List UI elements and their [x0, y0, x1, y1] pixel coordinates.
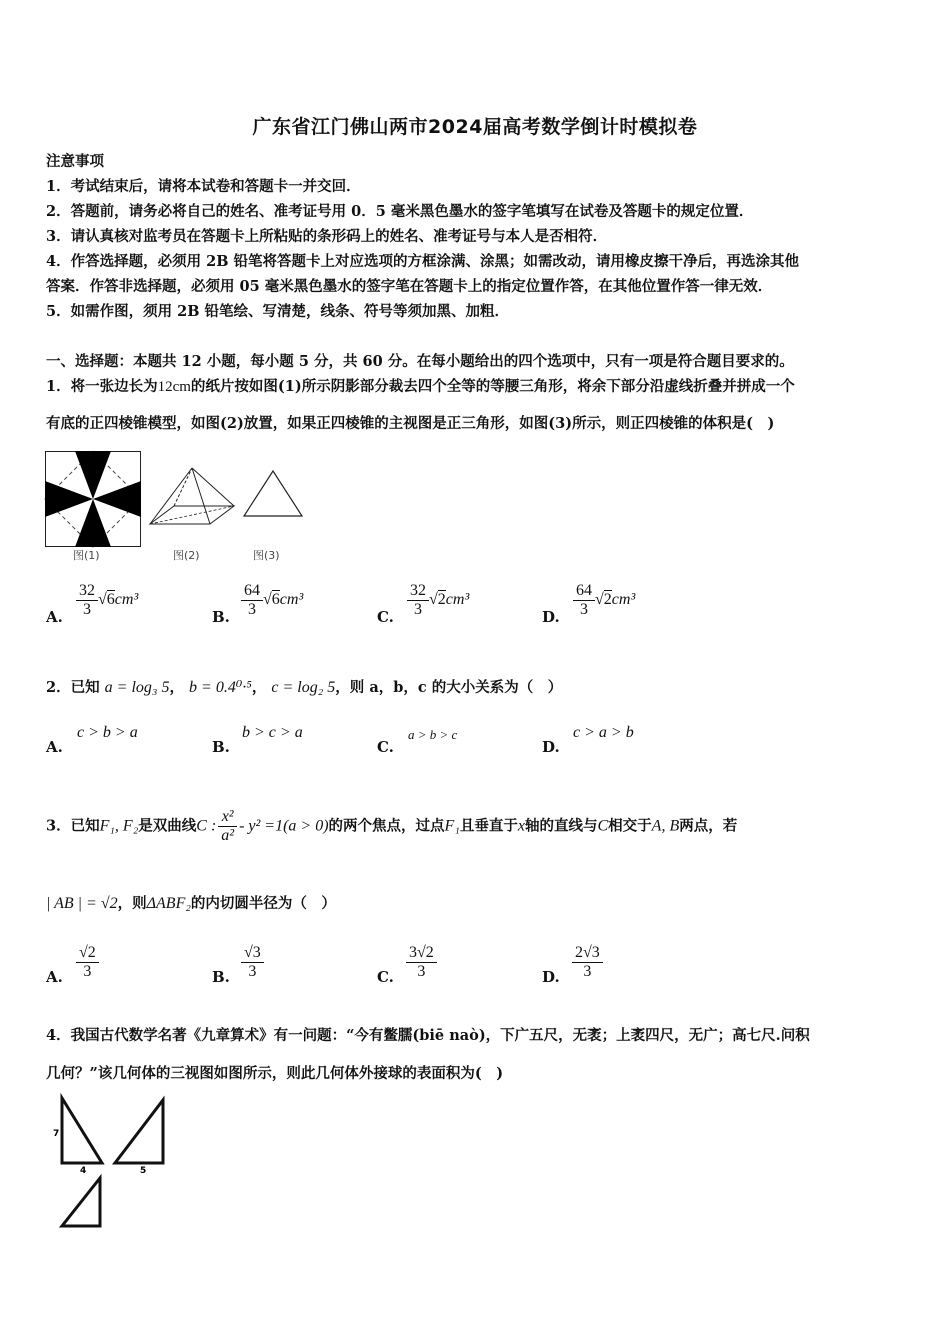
- q1-figure-3: [243, 470, 303, 518]
- q2-c-expr: c = log₂ 5: [271, 679, 336, 696]
- q2-option-a-label[interactable]: A.: [46, 738, 63, 756]
- q1-option-a-label[interactable]: A.: [46, 608, 63, 626]
- q3-text-line2: | AB | = √2，则ΔABF₂的内切圆半径为（ ）: [46, 895, 336, 912]
- q1-text-line2: 有底的正四棱锥模型，如图(2)放置，如果正四棱锥的主视图是正三角形，如图(3)所示，则正四棱锥的体积是( ): [46, 415, 775, 432]
- q1-figure-3-label: 图(3): [253, 549, 280, 562]
- q3-text-line1: 3．已知F₁, F₂是双曲线C : $\frac{\text{x²}}{\text{a²}}$ - y² =1(a > 0)的两个焦点，过点F₁且垂直于x轴的直线与C相交于A, B两点，若: [46, 808, 738, 844]
- q3-option-d[interactable]: $\frac{2√3}{3}$: [572, 944, 603, 981]
- q1-option-b-label[interactable]: B.: [212, 608, 230, 626]
- q2-option-a[interactable]: c > b > a: [77, 724, 138, 741]
- notice-item: 5．如需作图，须用 2B 铅笔绘、写清楚，线条、符号等须加黑、加粗．: [46, 303, 510, 320]
- q1-post: 的纸片按如图(1)所示阴影部分裁去四个全等的等腰三角形，将余下部分沿虚线折叠并拼成一个: [190, 378, 795, 395]
- q3-option-b-label[interactable]: B.: [212, 968, 230, 986]
- q3-option-b[interactable]: $\frac{√3}{3}$: [241, 944, 264, 981]
- q4-three-view-figure: [50, 1096, 170, 1231]
- q4-base1-label: 4: [80, 1166, 87, 1176]
- q3-option-a[interactable]: $\frac{√2}{3}$: [76, 944, 99, 981]
- q1-option-b[interactable]: $\frac{64}{3}$ √6cm³: [241, 582, 303, 619]
- notice-item: 4．作答选择题，必须用 2B 铅笔将答题卡上对应选项的方框涂满、涂黑；如需改动，请用橡皮擦干净后，再选涂其他: [46, 253, 800, 270]
- q2-a-expr: a = log₃ 5: [104, 679, 170, 696]
- notice-item: 2．答题前，请务必将自己的姓名、准考证号用 0．5 毫米黑色墨水的签字笔填写在试卷及答题卡的规定位置．: [46, 203, 754, 220]
- q1-figure-1: [45, 451, 141, 547]
- q2-option-b-label[interactable]: B.: [212, 738, 230, 756]
- notice-heading: 注意事项: [46, 153, 104, 170]
- q3-option-c-label[interactable]: C.: [377, 968, 394, 986]
- q2-option-b[interactable]: b > c > a: [242, 724, 303, 741]
- q3-option-a-label[interactable]: A.: [46, 968, 63, 986]
- q2-option-d-label[interactable]: D.: [542, 738, 560, 756]
- q2-option-c[interactable]: a > b > c: [408, 727, 458, 742]
- notice-item: 1．考试结束后，请将本试卷和答题卡一并交回．: [46, 178, 361, 195]
- q4-base2-label: 5: [140, 1166, 147, 1176]
- q1-figure-2-label: 图(2): [173, 549, 200, 562]
- q1-pre: 1．将一张边长为: [46, 378, 158, 395]
- q1-text-line1: [46, 377, 795, 397]
- q1-length: 12cm: [157, 379, 191, 395]
- q2-option-d[interactable]: c > a > b: [573, 724, 634, 741]
- q2-b-expr: b = 0.4⁰·⁵: [189, 679, 252, 696]
- page-title: 广东省江门佛山两市2024届高考数学倒计时模拟卷: [252, 116, 698, 138]
- q1-figure-1-label: 图(1): [73, 549, 100, 562]
- q1-option-d-label[interactable]: D.: [542, 608, 560, 626]
- q1-figure-2: [148, 466, 236, 528]
- q3-option-c[interactable]: $\frac{3√2}{3}$: [406, 944, 437, 981]
- notice-item: 3．请认真核对监考员在答题卡上所粘贴的条形码上的姓名、准考证号与本人是否相符．: [46, 228, 608, 245]
- q1-option-a[interactable]: $\frac{32}{3}$ √6cm³: [76, 582, 138, 619]
- q1-option-c-label[interactable]: C.: [377, 608, 394, 626]
- q4-text-line2: 几何？”该几何体的三视图如图所示，则此几何体外接球的表面积为( ): [46, 1065, 504, 1082]
- q4-height-label: 7: [53, 1129, 60, 1139]
- q2-text: 2．已知 a = log₃ 5， b = 0.4⁰·⁵， c = log₂ 5，则 a，b，c 的大小关系为（ ）: [46, 679, 563, 696]
- section-heading: 一、选择题：本题共 12 小题，每小题 5 分，共 60 分。在每小题给出的四个选项中，只有一项是符合题目要求的。: [46, 353, 794, 370]
- q2-option-c-label[interactable]: C.: [377, 738, 394, 756]
- q1-option-d[interactable]: $\frac{64}{3}$ √2cm³: [573, 582, 635, 619]
- q1-option-c[interactable]: $\frac{32}{3}$ √2cm³: [407, 582, 469, 619]
- q4-text-line1: 4．我国古代数学名著《九章算术》有一问题：“今有鳖臑(biē naò)，下广五尺，无袤；上袤四尺，无广；高七尺.问积: [46, 1027, 810, 1044]
- q3-option-d-label[interactable]: D.: [542, 968, 560, 986]
- notice-item: 答案．作答非选择题，必须用 05 毫米黑色墨水的签字笔在答题卡上的指定位置作答，在其他位置作答一律无效．: [46, 278, 773, 295]
